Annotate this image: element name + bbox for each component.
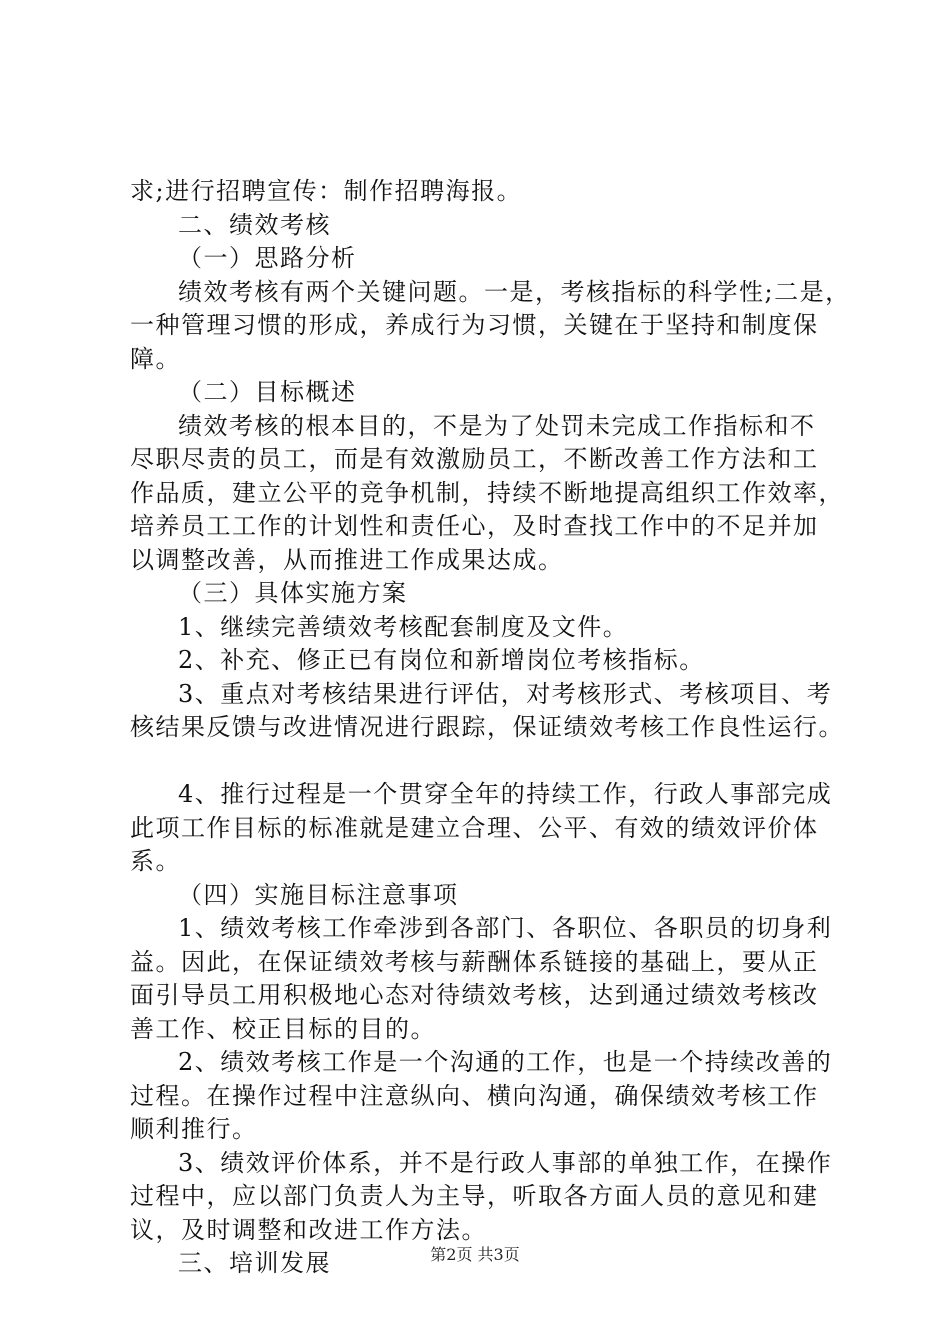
body-line: 2、绩效考核工作是一个沟通的工作，也是一个持续改善的	[178, 1048, 833, 1076]
page-footer: 第2页 共3页	[430, 1245, 520, 1264]
body-line: 益。因此，在保证绩效考核与薪酬体系链接的基础上，要从正	[130, 947, 819, 976]
body-line: 绩效考核有两个关键问题。一是，考核指标的科学性;二是，	[178, 277, 851, 306]
body-line: 4、推行过程是一个贯穿全年的持续工作，行政人事部完成	[178, 780, 833, 808]
body-line: 核结果反馈与改进情况进行跟踪，保证绩效考核工作良性运行。	[130, 713, 844, 741]
body-line: 3、绩效评价体系，并不是行政人事部的单独工作，在操作	[178, 1148, 833, 1177]
body-line: 培养员工工作的计划性和责任心，及时查找工作中的不足并加	[130, 512, 819, 540]
body-line: 此项工作目标的标准就是建立合理、公平、有效的绩效评价体	[130, 813, 819, 842]
body-line: 障。	[130, 344, 181, 373]
body-line: 以调整改善，从而推进工作成果达成。	[130, 545, 564, 574]
body-line: 绩效考核的根本目的，不是为了处罚未完成工作指标和不	[178, 411, 816, 440]
body-line: 议，及时调整和改进工作方法。	[130, 1215, 487, 1244]
document-body	[130, 175, 851, 1281]
body-line: （四）实施目标注意事项	[178, 880, 459, 909]
body-line: （三）具体实施方案	[178, 579, 408, 607]
body-line: 顺利推行。	[130, 1115, 258, 1143]
body-line: 一种管理习惯的形成，养成行为习惯，关键在于坚持和制度保	[130, 311, 819, 339]
body-line: 3、重点对考核结果进行评估，对考核形式、考核项目、考	[178, 679, 833, 708]
body-line: 善工作、校正目标的目的。	[130, 1014, 436, 1043]
body-line: 过程中，应以部门负责人为主导，听取各方面人员的意见和建	[130, 1182, 819, 1210]
body-line: 系。	[130, 847, 181, 875]
body-line: 过程。在操作过程中注意纵向、横向沟通，确保绩效考核工作	[130, 1081, 819, 1110]
body-line: （二）目标概述	[178, 378, 357, 406]
body-line: 面引导员工用积极地心态对待绩效考核，达到通过绩效考核改	[130, 981, 819, 1009]
body-line: （一）思路分析	[178, 244, 357, 272]
body-line: 尽职尽责的员工，而是有效激励员工，不断改善工作方法和工	[130, 445, 819, 473]
body-line: 1、继续完善绩效考核配套制度及文件。	[178, 612, 629, 641]
body-line: 求;进行招聘宣传：制作招聘海报。	[130, 177, 523, 205]
body-line: 1、绩效考核工作牵涉到各部门、各职位、各职员的切身利	[178, 914, 833, 942]
body-line: 2、补充、修正已有岗位和新增岗位考核指标。	[178, 646, 705, 674]
body-line: 二、绩效考核	[178, 210, 331, 239]
body-line: 三、培训发展	[178, 1249, 331, 1277]
body-line: 作品质，建立公平的竞争机制，持续不断地提高组织工作效率，	[130, 478, 844, 507]
blank-line	[130, 745, 830, 779]
